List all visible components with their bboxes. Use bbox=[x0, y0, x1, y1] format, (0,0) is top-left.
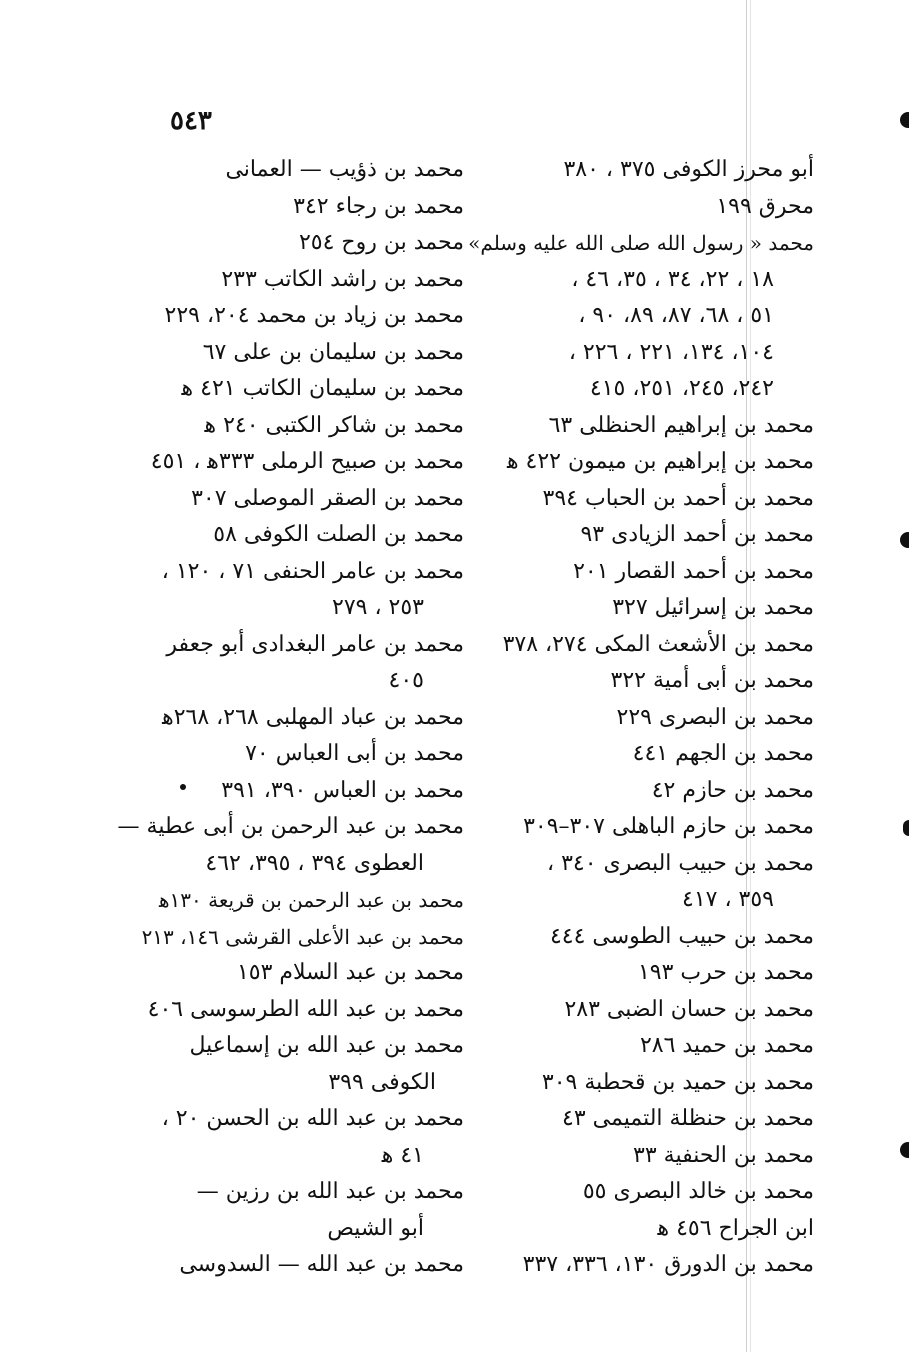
index-entry: محمد بن عبد الله بن إسماعيل bbox=[189, 1033, 464, 1058]
index-entry: محمد بن خالد البصرى ٥٥ bbox=[582, 1179, 814, 1204]
index-entry: محمد بن رجاء ٣٤٢ bbox=[293, 193, 464, 219]
index-entry: محمد بن عبد السلام ١٥٣ bbox=[236, 960, 464, 985]
index-entry: محمد بن عبد الله بن رزين — bbox=[196, 1179, 464, 1204]
index-entry-continuation: ١٠٤، ١٣٤، ٢٢١ ، ٢٢٦ ، bbox=[568, 339, 774, 365]
index-entry: محمد بن شاكر الكتبى ٢٤٠ ﻫ bbox=[204, 412, 464, 438]
index-entry: محمد بن حميد ٢٨٦ bbox=[639, 1033, 814, 1058]
index-entry-continuation: ٥١ ، ٦٨، ٨٧، ٨٩، ٩٠ ، bbox=[578, 303, 774, 328]
page-number: ٥٤٣ bbox=[170, 106, 212, 136]
index-entry: محمد بن الأشعث المكى ٢٧٤، ٣٧٨ bbox=[502, 631, 814, 657]
index-entry: محمد بن عامر البغدادى أبو جعفر bbox=[166, 631, 464, 657]
index-entry: محمد بن أبى العباس ٧٠ bbox=[245, 741, 464, 766]
index-entry: محمد بن حبيب البصرى ٣٤٠ ، bbox=[546, 850, 814, 876]
index-entry: محمد بن إبراهيم بن ميمون ٤٢٢ ﻫ bbox=[506, 449, 814, 474]
index-entry: أبو محرز الكوفى ٣٧٥ ، ٣٨٠ bbox=[563, 157, 814, 182]
index-entry: محمد بن عبد الرحمن بن أبى عطية — bbox=[117, 814, 464, 839]
index-entry: محمد بن عامر الحنفى ٧١ ، ١٢٠ ، bbox=[161, 558, 464, 584]
index-entry: محمد بن إبراهيم الحنظلى ٦٣ bbox=[548, 412, 814, 438]
index-entry-continuation: أبو الشيص bbox=[327, 1215, 424, 1241]
edge-mark-bottom bbox=[900, 1142, 909, 1158]
index-entry: محمد بن البصرى ٢٢٩ bbox=[616, 704, 814, 730]
index-entry-continuation: ٢٥٣ ، ٢٧٩ bbox=[332, 595, 424, 620]
index-entry: محمد بن ذؤيب — العمانى bbox=[225, 157, 464, 182]
edge-mark-middle bbox=[900, 532, 909, 548]
index-column-right bbox=[468, 152, 814, 1284]
index-entry: محمد بن حبيب الطوسى ٤٤٤ bbox=[549, 923, 814, 949]
index-entry-continuation: العطوى ٣٩٤ ، ٣٩٥، ٤٦٢ bbox=[205, 850, 424, 876]
edge-mark-top bbox=[900, 112, 909, 128]
index-entry: محرق ١٩٩ bbox=[716, 193, 814, 219]
index-entry: محمد بن حميد بن قحطبة ٣٠٩ bbox=[541, 1069, 814, 1095]
index-entry: محمد بن عبد الله بن الحسن ٢٠ ، bbox=[161, 1106, 464, 1131]
index-entry: ابن الجراح ٤٥٦ ﻫ bbox=[657, 1215, 814, 1241]
index-entry: محمد بن الحنفية ٣٣ bbox=[633, 1142, 814, 1168]
index-entry-continuation: ٢٤٢، ٢٤٥، ٢٥١، ٤١٥ bbox=[589, 376, 774, 401]
index-entry: محمد بن راشد الكاتب ٢٣٣ bbox=[221, 266, 464, 292]
index-entry: محمد بن الصقر الموصلى ٣٠٧ bbox=[191, 485, 464, 511]
index-entry: محمد بن حازم الباهلى ٣٠٧–٣٠٩ bbox=[523, 814, 814, 839]
index-entry: محمد بن أبى أمية ٣٢٢ bbox=[610, 668, 814, 693]
index-entry: محمد بن إسرائيل ٣٢٧ bbox=[612, 595, 814, 620]
index-entry: محمد بن أحمد بن الحباب ٣٩٤ bbox=[542, 485, 814, 511]
index-entry: محمد بن حنظلة التميمى ٤٣ bbox=[562, 1106, 814, 1131]
index-entry: محمد بن أحمد القصار ٢٠١ bbox=[573, 558, 814, 584]
index-entry: محمد بن حازم ٤٢ bbox=[651, 777, 814, 803]
index-entry: محمد بن زياد بن محمد ٢٠٤، ٢٢٩ bbox=[164, 303, 464, 328]
index-entry: محمد بن الصلت الكوفى ٥٨ bbox=[213, 522, 464, 547]
index-entry: محمد بن أحمد الزيادى ٩٣ bbox=[580, 522, 814, 547]
index-entry: محمد بن صبيح الرملى ٣٣٣ﻫ ، ٤٥١ bbox=[150, 449, 464, 474]
index-entry: محمد بن سليمان بن على ٦٧ bbox=[202, 339, 464, 365]
edge-mark-lower bbox=[903, 820, 909, 836]
index-entry: محمد بن الدورق ١٣٠، ٣٣٦، ٣٣٧ bbox=[522, 1252, 814, 1277]
index-entry: محمد بن عبد الله — السدوسى bbox=[179, 1252, 464, 1277]
index-entry: محمد « رسول الله صلى الله عليه وسلم» bbox=[468, 231, 814, 255]
index-entry-continuation: ٣٥٩ ، ٤١٧ bbox=[682, 887, 774, 912]
index-entry: محمد بن عبد الأعلى القرشى ١٤٦، ٢١٣ bbox=[141, 924, 464, 949]
index-column-left bbox=[117, 152, 464, 1284]
index-entry-continuation: ٤٠٥ bbox=[388, 668, 424, 693]
index-entry: محمد بن حسان الضبى ٢٨٣ bbox=[564, 996, 814, 1022]
index-entry: محمد بن عباد المهلبى ٢٦٨، ٢٦٨ﻫ bbox=[162, 704, 464, 730]
index-entry-continuation: ٤١ ﻫ bbox=[381, 1142, 424, 1168]
index-entry: محمد بن سليمان الكاتب ٤٢١ ﻫ bbox=[181, 376, 464, 401]
index-entry: محمد بن روح ٢٥٤ bbox=[298, 230, 464, 255]
index-entry: محمد بن الجهم ٤٤١ bbox=[632, 741, 814, 766]
index-entry-continuation: الكوفى ٣٩٩ bbox=[328, 1069, 436, 1095]
index-entry: محمد بن عبد الرحمن بن قريعة ١٣٠ﻫ bbox=[158, 888, 464, 912]
index-entry: محمد بن حرب ١٩٣ bbox=[637, 960, 814, 985]
index-entry-continuation: ١٨ ، ٢٢، ٣٤ ، ٣٥، ٤٦ ، bbox=[571, 266, 774, 292]
index-entry: محمد بن العباس ٣٩٠، ٣٩١ bbox=[221, 777, 464, 803]
index-entry: محمد بن عبد الله الطرسوسى ٤٠٦ bbox=[147, 996, 464, 1022]
